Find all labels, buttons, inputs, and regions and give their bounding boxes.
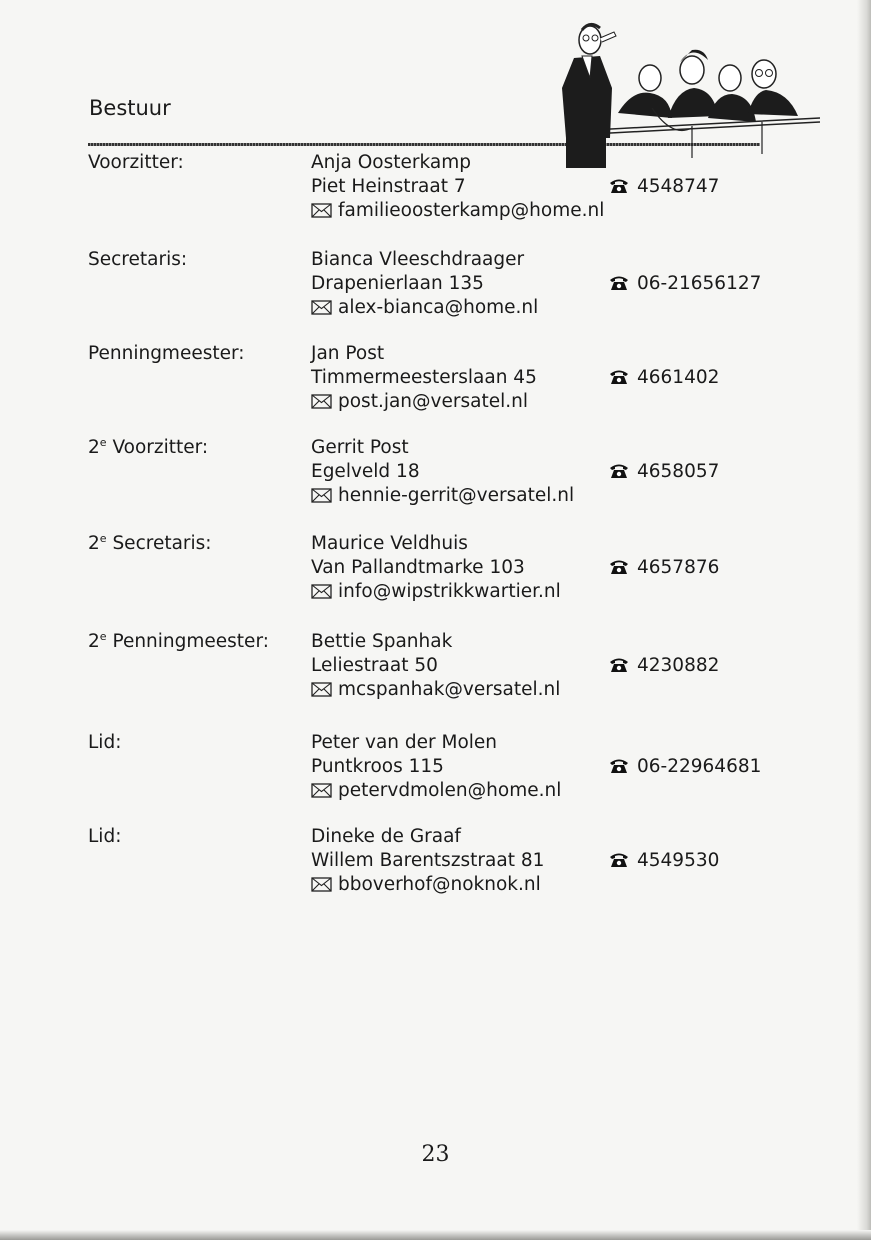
role-label: Lid: [88, 732, 122, 753]
board-member-entry [0, 825, 871, 905]
member-email[interactable]: familieoosterkamp@home.nl [311, 199, 604, 223]
telephone-icon [609, 852, 629, 868]
member-name: Bianca Vleeschdraager [311, 249, 525, 270]
role-label: 2e Secretaris: [88, 531, 212, 554]
meeting-cartoon-illustration [552, 18, 822, 168]
member-phone: 06-22964681 [609, 755, 761, 779]
member-phone: 4658057 [609, 460, 719, 484]
role-label: Penningmeester: [88, 343, 245, 364]
role-label: Secretaris: [88, 249, 188, 270]
page-edge-bottom [0, 1230, 871, 1240]
board-member-entry [0, 151, 871, 231]
member-address: Piet Heinstraat 7 [311, 176, 466, 197]
member-name: Anja Oosterkamp [311, 152, 471, 173]
board-member-entry [0, 342, 871, 422]
member-name: Maurice Veldhuis [311, 533, 468, 554]
telephone-icon [609, 657, 629, 673]
member-name: Peter van der Molen [311, 732, 498, 753]
envelope-icon [311, 488, 332, 503]
member-name: Gerrit Post [311, 437, 409, 458]
envelope-icon [311, 300, 332, 315]
page-title: Bestuur [89, 96, 171, 120]
member-phone: 4549530 [609, 849, 719, 873]
member-phone: 06-21656127 [609, 272, 761, 296]
board-member-entry [0, 630, 871, 710]
member-phone: 4548747 [609, 175, 719, 199]
envelope-icon [311, 203, 332, 218]
envelope-icon [311, 584, 332, 599]
member-phone: 4230882 [609, 654, 719, 678]
telephone-icon [609, 463, 629, 479]
member-address: Van Pallandtmarke 103 [311, 557, 525, 578]
member-email[interactable]: hennie-gerrit@versatel.nl [311, 484, 574, 508]
envelope-icon [311, 783, 332, 798]
role-label: 2e Penningmeester: [88, 629, 269, 652]
member-address: Puntkroos 115 [311, 756, 444, 777]
member-name: Dineke de Graaf [311, 826, 461, 847]
board-member-entry [0, 532, 871, 612]
member-email[interactable]: bboverhof@noknok.nl [311, 873, 544, 897]
member-address: Drapenierlaan 135 [311, 273, 484, 294]
member-address: Egelveld 18 [311, 461, 420, 482]
envelope-icon [311, 877, 332, 892]
board-member-entry [0, 731, 871, 811]
role-label: 2e Voorzitter: [88, 435, 209, 458]
page-number: 23 [421, 1142, 450, 1167]
telephone-icon [609, 178, 629, 194]
member-email[interactable]: alex-bianca@home.nl [311, 296, 538, 320]
role-label: Voorzitter: [88, 152, 184, 173]
member-address: Leliestraat 50 [311, 655, 438, 676]
envelope-icon [311, 682, 332, 697]
member-email[interactable]: post.jan@versatel.nl [311, 390, 537, 414]
member-phone: 4657876 [609, 556, 719, 580]
envelope-icon [311, 394, 332, 409]
role-label: Lid: [88, 826, 122, 847]
board-member-entry [0, 436, 871, 516]
member-address: Willem Barentszstraat 81 [311, 850, 545, 871]
member-name: Jan Post [311, 343, 385, 364]
member-address: Timmermeesterslaan 45 [311, 367, 537, 388]
telephone-icon [609, 559, 629, 575]
member-email[interactable]: petervdmolen@home.nl [311, 779, 561, 803]
telephone-icon [609, 758, 629, 774]
telephone-icon [609, 369, 629, 385]
member-email[interactable]: mcspanhak@versatel.nl [311, 678, 560, 702]
member-email[interactable]: info@wipstrikkwartier.nl [311, 580, 561, 604]
member-phone: 4661402 [609, 366, 719, 390]
telephone-icon [609, 275, 629, 291]
board-member-entry [0, 248, 871, 328]
member-name: Bettie Spanhak [311, 631, 453, 652]
